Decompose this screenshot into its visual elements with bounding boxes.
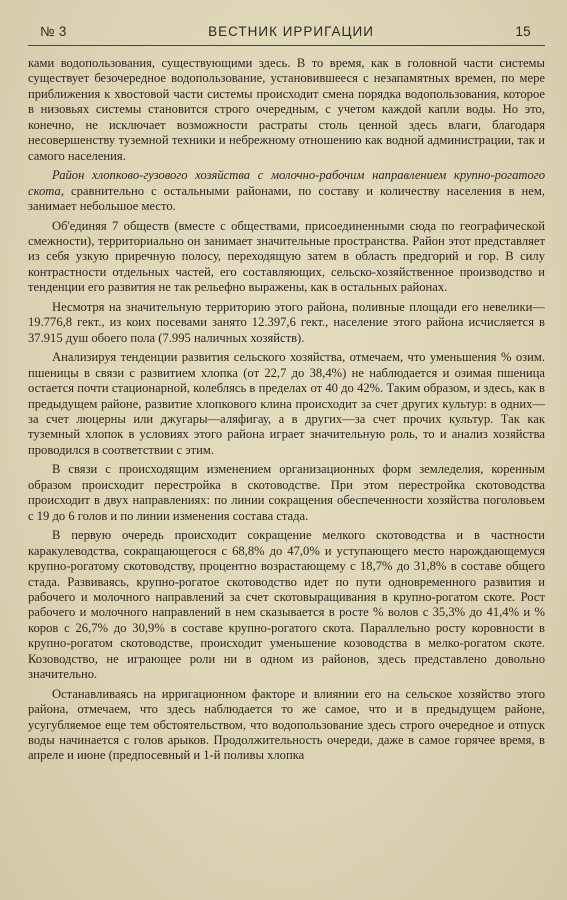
- paragraph: [28, 168, 545, 214]
- paragraph: Об'единяя 7 обществ (вместе с обществами, присоединенными сюда по географической смежности), территориально он занимает значительные пространства. Район этот представляет из себя узкую приречную полосу, переходящую затем в область предгорий и гор. В силу контрастности отдельных частей, его составляющих, сельско-хозяйственное производство и тенденции его развития не так рельефно выражены, как в остальных районах.: [28, 218, 545, 295]
- paragraph: Анализируя тенденции развития сельского хозяйства, отмечаем, что уменьшения % озим. пшеницы в связи с развитием хлопка (от 22,7 до 38,4%) не наблюдается и озимая пшеница остается почти стационарной, колеблясь в пределах от 40 до 42%. Таким образом, и здесь, как в предыдущем районе, развитие хлопкового клина происходит за счет других культур: в одних—за счет люцерны или джугары—аляфигау, а в других—за счет прочих культур. Так как туземный хлопок в условиях этого района играет значительную роль, то и анализ хозяйства проводился в соответствии с этим.: [28, 350, 545, 457]
- paragraph: Останавливаясь на ирригационном факторе и влиянии его на сельское хозяйство этого района, отмечаем, что здесь наблюдается то же самое, что и в предыдущем районе, усугубляемое еще тем обстоятельством, что водопользование здесь строго очередное и отпуск воды начинается с голов арыков. Продолжительность очереди, даже в самое горячее время, в апреле и июне (предпосевный и 1-й поливы хлопка: [28, 686, 545, 763]
- paragraph: В первую очередь происходит сокращение мелкого скотоводства и в частности каракулеводства, сокращающегося с 68,8% до 47,0% и уступающего место нарождающемуся крупно-рогатому скотоводству, процентно возрастающему с 18,7% до 31,8% в составе общего стада. Развиваясь, крупно-рогатое скотоводство идет по пути одновременного развития и рабочего и молочного направлений за счет скотовыращивания в крупно-рогатом скоте. Рост рабочего и молочного направлений в нем сказывается в росте % волов с 35,3% до 41,4% и % коров с 26,7% до 30,9% в составе крупно-рогатого скота. Параллельно росту коровности в крупно-рогатом скотоводстве, происходит уменьшение козоводства в мелко-рогатом скоте. Козоводство, не играющее роли ни в одном из районов, здесь представлено довольно значительно.: [28, 528, 545, 682]
- header-divider: [28, 45, 545, 46]
- paragraph: В связи с происходящим изменением организационных форм земледелия, коренным образом происходит перестройка в скотоводстве. При этом перестройка скотоводства происходит в двух направлениях: по линии сокращения обеспеченности хозяйства поголовьем с 19 до 6 голов и по линии изменения состава стада.: [28, 462, 545, 523]
- paragraph: Несмотря на значительную территорию этого района, поливные площади его невелики—19.776,8 гект., из коих посевами занято 12.397,6 гект., население этого района исчисляется в 37.915 душ обоего пола (7.995 наличных хозяйств).: [28, 299, 545, 345]
- page-number: 15: [515, 24, 531, 39]
- section-heading-italic: Район хлопково-гузового хозяйства с молочно-рабочим направлением крупно-рогатого скота,: [28, 168, 545, 198]
- issue-number: № 3: [40, 24, 67, 39]
- article-body: [28, 56, 545, 764]
- journal-title: ВЕСТНИК ИРРИГАЦИИ: [208, 24, 374, 39]
- page-header: [28, 24, 545, 39]
- paragraph-text: сравнительно с остальными районами, по составу и количеству населения в нем, занимает небольшое место.: [28, 183, 545, 214]
- paragraph: ками водопользования, существующими здесь. В то время, как в головной части системы существует безочередное водопользование, установившееся с незапамятных времен, по мере приближения к хвостовой части системы происходит смена порядка водопользования, которое в низовьях системы становится строго очередным, с учетом каждой капли воды. Но это, конечно, не исключает возможности растраты столь ценной здесь влаги, благодаря несовершенству туземной техники и небрежному отношению как водной администрации, так и самого населения.: [28, 56, 545, 163]
